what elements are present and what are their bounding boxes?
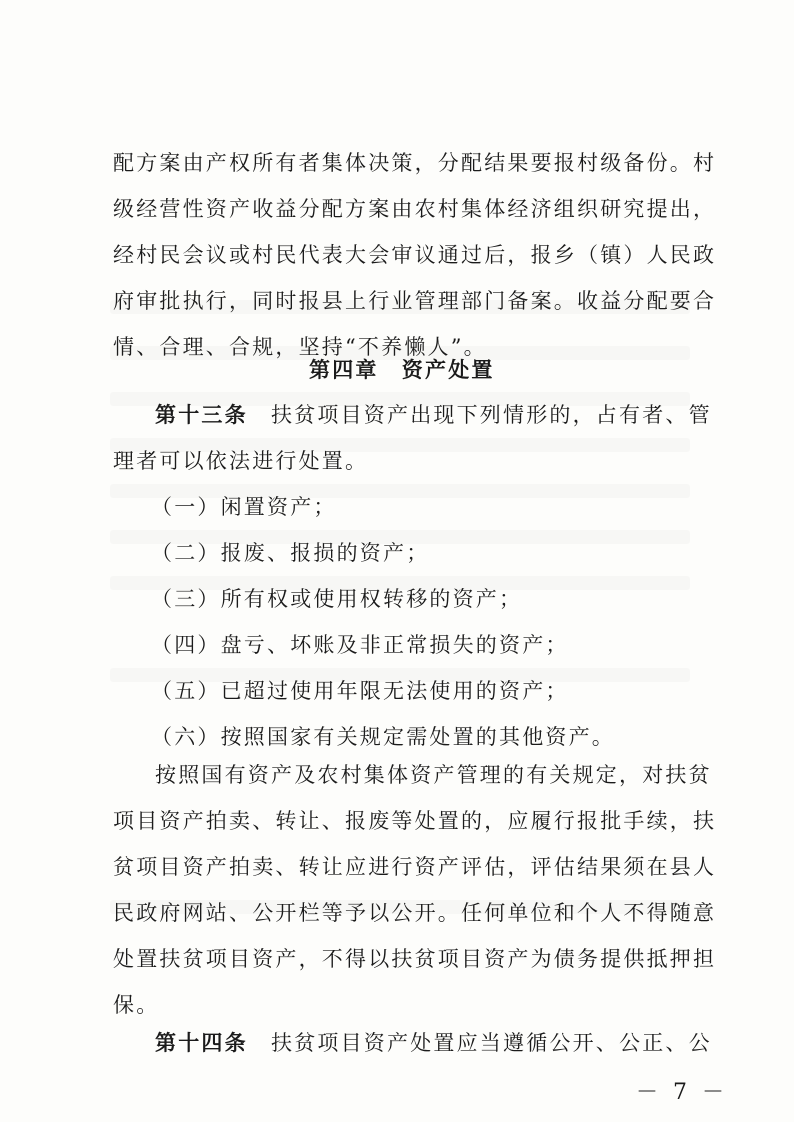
list-item: （一）闲置资产； bbox=[151, 495, 337, 519]
article-14-first-line bbox=[155, 1028, 712, 1058]
list-item: （三）所有权或使用权转移的资产； bbox=[151, 587, 523, 611]
paragraph-line: 情、合理、合规，坚持“不养懒人”。 bbox=[113, 335, 487, 359]
paragraph-line: 府审批执行，同时报县上行业管理部门备案。收益分配要合 bbox=[113, 289, 717, 313]
list-item: （二）报废、报损的资产； bbox=[151, 541, 430, 565]
paragraph-line: 级经营性资产收益分配方案由农村集体经济组织研究提出， bbox=[113, 197, 717, 221]
paragraph-line: 配方案由产权所有者集体决策，分配结果要报村级备份。村 bbox=[113, 151, 717, 175]
paragraph-line: 保。 bbox=[113, 993, 160, 1017]
page-number: － 7 － bbox=[636, 1080, 728, 1105]
list-item: （五）已超过使用年限无法使用的资产； bbox=[151, 679, 569, 703]
article-number: 第十四条 bbox=[155, 1030, 248, 1055]
paragraph-line: 按照国有资产及农村集体资产管理的有关规定，对扶贫 bbox=[155, 763, 712, 787]
paragraph-line: 项目资产拍卖、转让、报废等处置的，应履行报批手续，扶 bbox=[113, 809, 717, 833]
paragraph-line: 理者可以依法进行处置。 bbox=[113, 449, 369, 473]
article-number: 第十三条 bbox=[155, 402, 248, 427]
paragraph-line: 民政府网站、公开栏等予以公开。任何单位和个人不得随意 bbox=[113, 901, 717, 925]
chapter-heading: 第四章 资产处置 bbox=[309, 357, 495, 382]
article-text: 扶贫项目资产处置应当遵循公开、公正、公 bbox=[247, 1031, 712, 1055]
article-13-first-line bbox=[155, 400, 712, 430]
article-text: 扶贫项目资产出现下列情形的，占有者、管 bbox=[247, 403, 712, 427]
list-item: （六）按照国家有关规定需处置的其他资产。 bbox=[151, 725, 615, 749]
list-item: （四）盘亏、坏账及非正常损失的资产； bbox=[151, 633, 569, 657]
paragraph-line: 处置扶贫项目资产，不得以扶贫项目资产为债务提供抵押担 bbox=[113, 947, 717, 971]
paragraph-line: 贫项目资产拍卖、转让应进行资产评估，评估结果须在县人 bbox=[113, 855, 717, 879]
paragraph-line: 经村民会议或村民代表大会审议通过后，报乡（镇）人民政 bbox=[113, 243, 717, 267]
